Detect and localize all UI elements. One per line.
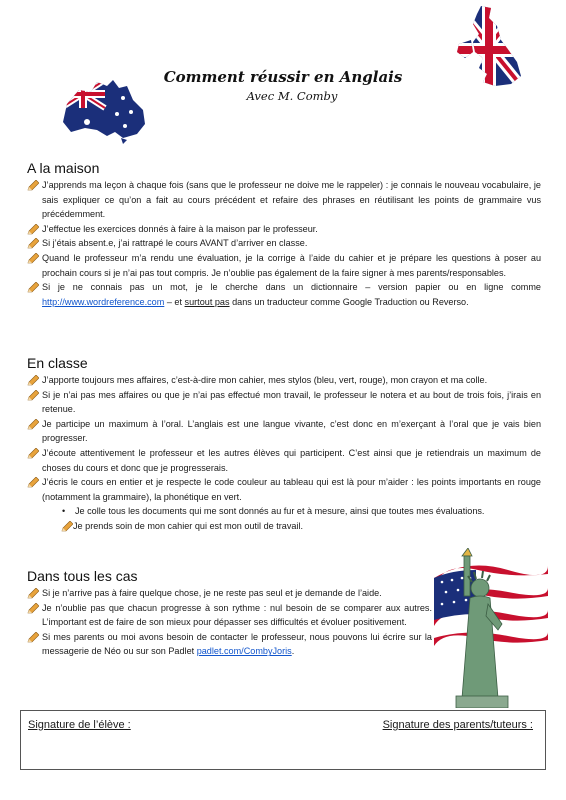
list-item: Si je n’arrive pas à faire quelque chose, je ne reste pas seul et je demande de l’aide.: [27, 586, 432, 601]
pencil-icon: [27, 224, 39, 235]
pencil-icon: [27, 238, 39, 249]
pencil-icon: [27, 632, 39, 643]
pencil-icon: [27, 419, 39, 430]
list-item-dictionary: Si je ne connais pas un mot, je le cherche dans un dictionnaire – version papier ou en ligne comme http://www.wordreference.com – et surtout pas dans un traducteur comme Google Traduction ou Reverso.: [27, 280, 541, 309]
pencil-icon: [27, 390, 39, 401]
section-heading-maison: A la maison: [27, 160, 100, 176]
parents-signature-label: Signature des parents/tuteurs :: [382, 719, 533, 731]
pencil-icon: [27, 375, 39, 386]
page-title: Comment réussir en Anglais: [163, 68, 403, 86]
list-item: Quand le professeur m’a rendu une évaluation, je la corrige à l’aide du cahier et je prépare les questions à poser au prochain cours si je n’ai pas tout compris. Je n’oublie pas également de la faire signer à mes parents/responsables.: [27, 251, 541, 280]
pencil-icon: [27, 588, 39, 599]
list-item: Si je n’ai pas mes affaires ou que je n’ai pas effectué mon travail, le professeur le notera et au bout de trois fois, j’irais en retenue.: [27, 388, 541, 417]
section-heading-classe: En classe: [27, 355, 88, 371]
bullet-item: • Je colle tous les documents qui me sont donnés au fur et à mesure, ainsi que toutes mes évaluations.: [27, 504, 541, 519]
pencil-icon: [27, 477, 39, 488]
list-item: J’apporte toujours mes affaires, c’est-à-dire mon cahier, mes stylos (bleu, vert, rouge), mon crayon et ma colle.: [27, 373, 541, 388]
list-item: Si j’étais absent.e, j’ai rattrapé le cours AVANT d’arriver en classe.: [27, 236, 541, 251]
bullet-dot-icon: •: [62, 506, 66, 517]
signature-box: [20, 710, 546, 770]
list-item: J’effectue les exercices donnés à faire à la maison par le professeur.: [27, 222, 541, 237]
list-maison: [27, 178, 541, 309]
pencil-icon: [27, 448, 39, 459]
title-block: [0, 68, 566, 103]
pencil-icon: [27, 282, 39, 293]
section-heading-tous: Dans tous les cas: [27, 568, 138, 584]
list-item-contact: Si mes parents ou moi avons besoin de contacter le professeur, nous pouvons lui écrire sur la messagerie de Néo ou sur son Padlet padlet.com/CombyJoris.: [27, 630, 432, 659]
page-subtitle: Avec M. Comby: [246, 89, 338, 103]
emphasis-text: surtout pas: [184, 296, 230, 307]
statue-of-liberty-usa-flag-image: [428, 548, 548, 708]
list-item: J’écris le cours en entier et je respecte le code couleur au tableau qui est là pour m’aider : les points importants en rouge (notamment la grammaire), la phonétique en vert.: [27, 475, 541, 504]
list-item: Je n’oublie pas que chacun progresse à son rythme : nul besoin de se comparer aux autres. L’important est de faire de son mieux pour dépasser ses difficultés et évoluer positivement.: [27, 601, 432, 630]
list-classe: [27, 373, 541, 534]
pencil-icon: [27, 253, 39, 264]
pencil-icon: [27, 180, 39, 191]
sub-list-item: Je prends soin de mon cahier qui est mon outil de travail.: [27, 519, 541, 534]
padlet-link[interactable]: padlet.com/CombyJoris: [196, 646, 292, 657]
pencil-icon: [61, 521, 73, 532]
list-item: J’apprends ma leçon à chaque fois (sans que le professeur ne doive me le rappeler) : je connais le nouveau vocabulaire, je sais expliquer ce qu’on a fait au cours précédent et refaire des phrases en réutilisant les points de grammaire vus précédemment.: [27, 178, 541, 222]
list-item: J’écoute attentivement le professeur et les autres élèves qui participent. C’est ainsi que je retiendrais un maximum de choses du cours et donc que je progresserais.: [27, 446, 541, 475]
list-tous: [27, 586, 432, 659]
pencil-icon: [27, 603, 39, 614]
wordreference-link[interactable]: http://www.wordreference.com: [42, 296, 165, 307]
student-signature-label: Signature de l’élève :: [28, 719, 131, 731]
list-item: Je participe un maximum à l’oral. L’anglais est une langue vivante, c’est donc en m’exerçant à l’oral que je vais bien progresser.: [27, 417, 541, 446]
